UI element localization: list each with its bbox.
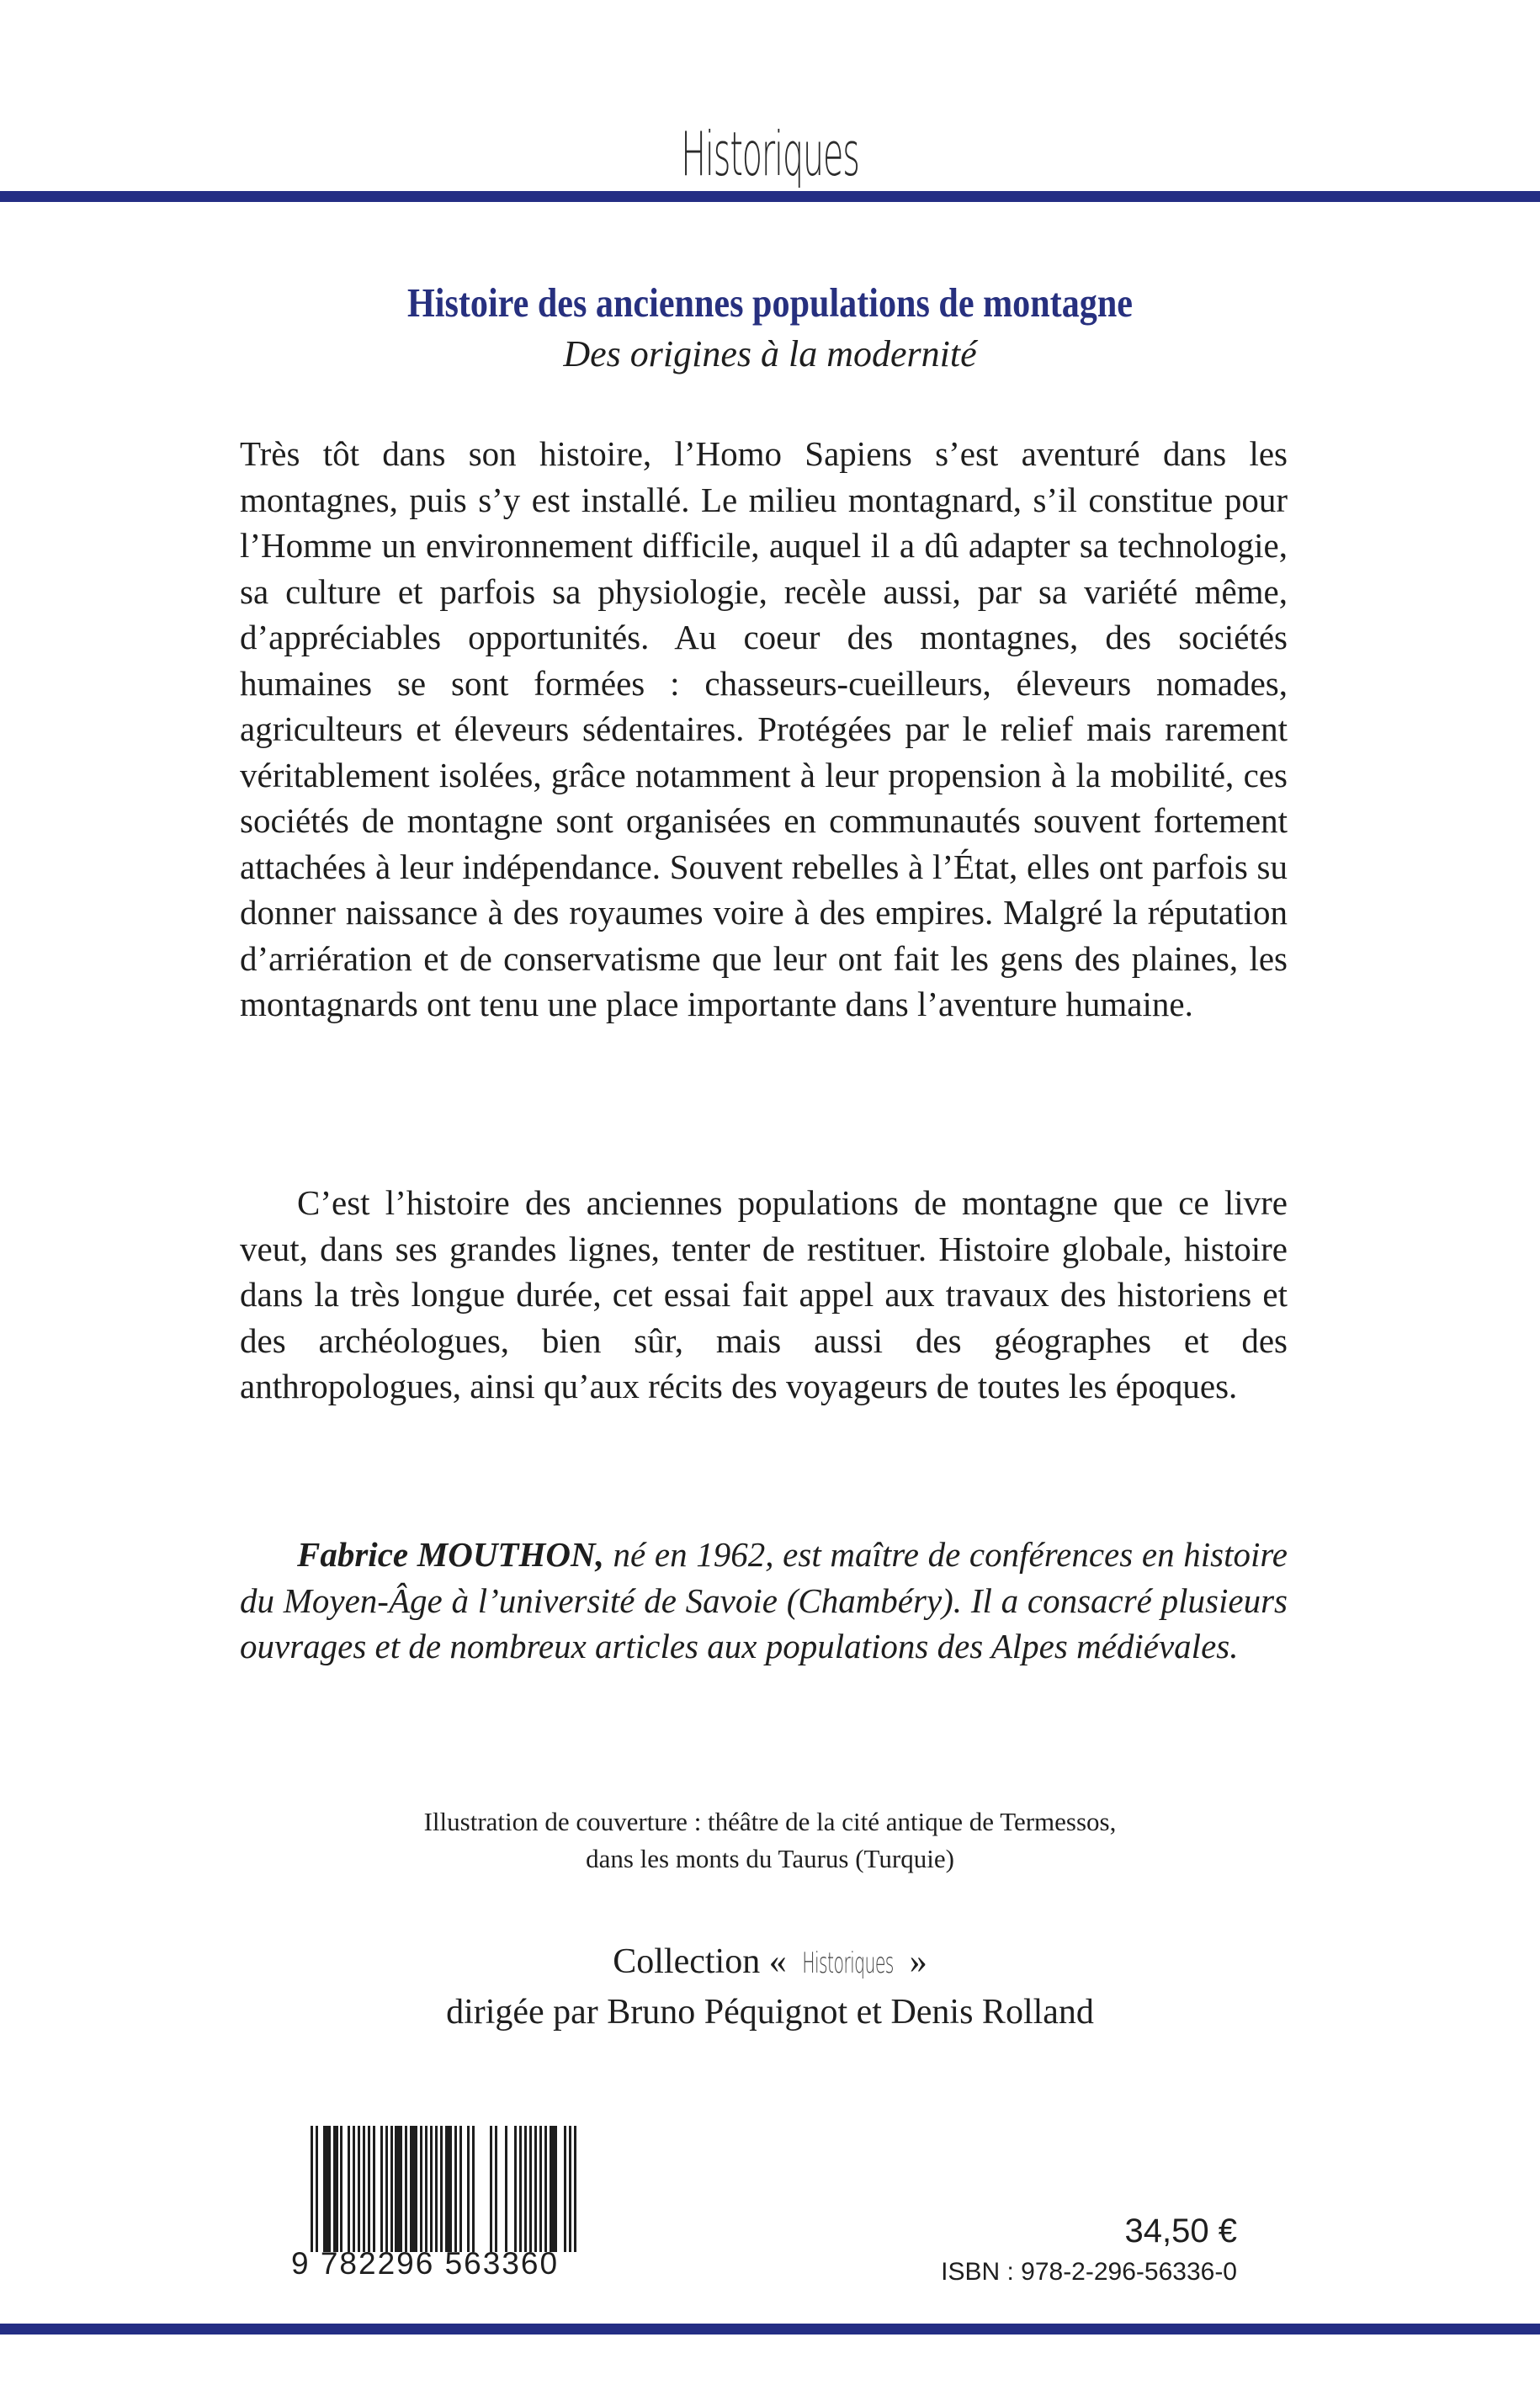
header-band xyxy=(0,191,1540,202)
collection-info xyxy=(0,1937,1540,2037)
barcode-bar xyxy=(410,2126,417,2252)
collection-prefix: Collection « xyxy=(613,1942,796,1981)
blurb-paragraph-2 xyxy=(240,1180,1288,1410)
price: 34,50 € xyxy=(1124,2212,1237,2250)
barcode-space xyxy=(507,2126,515,2252)
author-bio-text: né en 1962, est maître de conférences en histoire du Moyen-Âge à l’université de Savoie (Chambéry). Il a consacré plusieurs ouvrages et de nombreux articles aux populations des Alpes médiévales. xyxy=(240,1535,1288,1665)
barcode-digits: 9 782296 563360 xyxy=(291,2246,560,2281)
barcode-bar xyxy=(550,2126,557,2252)
barcode-bar xyxy=(395,2126,402,2252)
series-logo: Historiques xyxy=(681,119,859,189)
barcode-space xyxy=(475,2126,490,2252)
blurb-paragraph-1-text: Très tôt dans son histoire, l’Homo Sapiens s’est aventuré dans les montagnes, puis s’y est installé. Le milieu montagnard, s’il constitue pour l’Homme un environnement difficile, auquel il a dû adapter sa technologie, sa culture et parfois sa physiologie, recèle aussi, par sa variété même, d’appréciables opportunités. Au coeur des montagnes, des sociétés humaines se sont formées : chasseurs-cueilleurs, éleveurs nomades, agriculteurs et éleveurs sédentaires. Protégées par le relief mais rarement véritablement isolées, grâce notamment à leur propension à la mobilité, ces sociétés de montagne sont organisées en communautés souvent fortement attachées à leur indépendance. Souvent rebelles à l’État, elles ont parfois su donner naissance à des royaumes voire à des empires. Malgré la réputation d’arriération et de conservatisme que leur ont fait les gens des plaines, les montagnards ont tenu une place importante dans l’aventure humaine. xyxy=(240,434,1288,1023)
blurb-paragraph-1 xyxy=(240,431,1288,1028)
barcode-space xyxy=(497,2126,505,2252)
book-subtitle: Des origines à la modernité xyxy=(563,333,977,374)
caption-line-2: dans les monts du Taurus (Turquie) xyxy=(586,1844,954,1873)
cover-illustration-caption xyxy=(0,1803,1540,1878)
caption-line-1: Illustration de couverture : théâtre de la cité antique de Termessos, xyxy=(423,1807,1117,1836)
collection-series-logo: Historiques xyxy=(802,1947,895,1980)
blurb-paragraph-2-text: C’est l’histoire des anciennes populations de montagne que ce livre veut, dans ses grandes lignes, tenter de restituer. Histoire globale, histoire dans la très longue durée, cet essai fait appel aux travaux des historiens et des archéologues, bien sûr, mais aussi des géographes et des anthropologues, ainsi qu’aux récits des voyageurs de toutes les époques. xyxy=(240,1183,1288,1405)
isbn-number: ISBN : 978-2-296-56336-0 xyxy=(941,2258,1237,2286)
footer-band xyxy=(0,2324,1540,2335)
barcode-bar xyxy=(574,2126,576,2252)
barcode-space xyxy=(557,2126,565,2252)
barcode-bar xyxy=(323,2126,331,2252)
author-name: Fabrice MOUTHON, xyxy=(297,1535,604,1574)
barcode-bar xyxy=(445,2126,453,2252)
barcode-bars xyxy=(311,2126,577,2252)
isbn-barcode xyxy=(291,2122,581,2282)
collection-suffix: » xyxy=(900,1942,927,1981)
author-bio xyxy=(240,1532,1288,1670)
collection-editors: dirigée par Bruno Péquignot et Denis Rolland xyxy=(446,1993,1094,2032)
collection-line xyxy=(0,1937,1540,1988)
book-title: Histoire des anciennes populations de montagne xyxy=(406,279,1134,326)
